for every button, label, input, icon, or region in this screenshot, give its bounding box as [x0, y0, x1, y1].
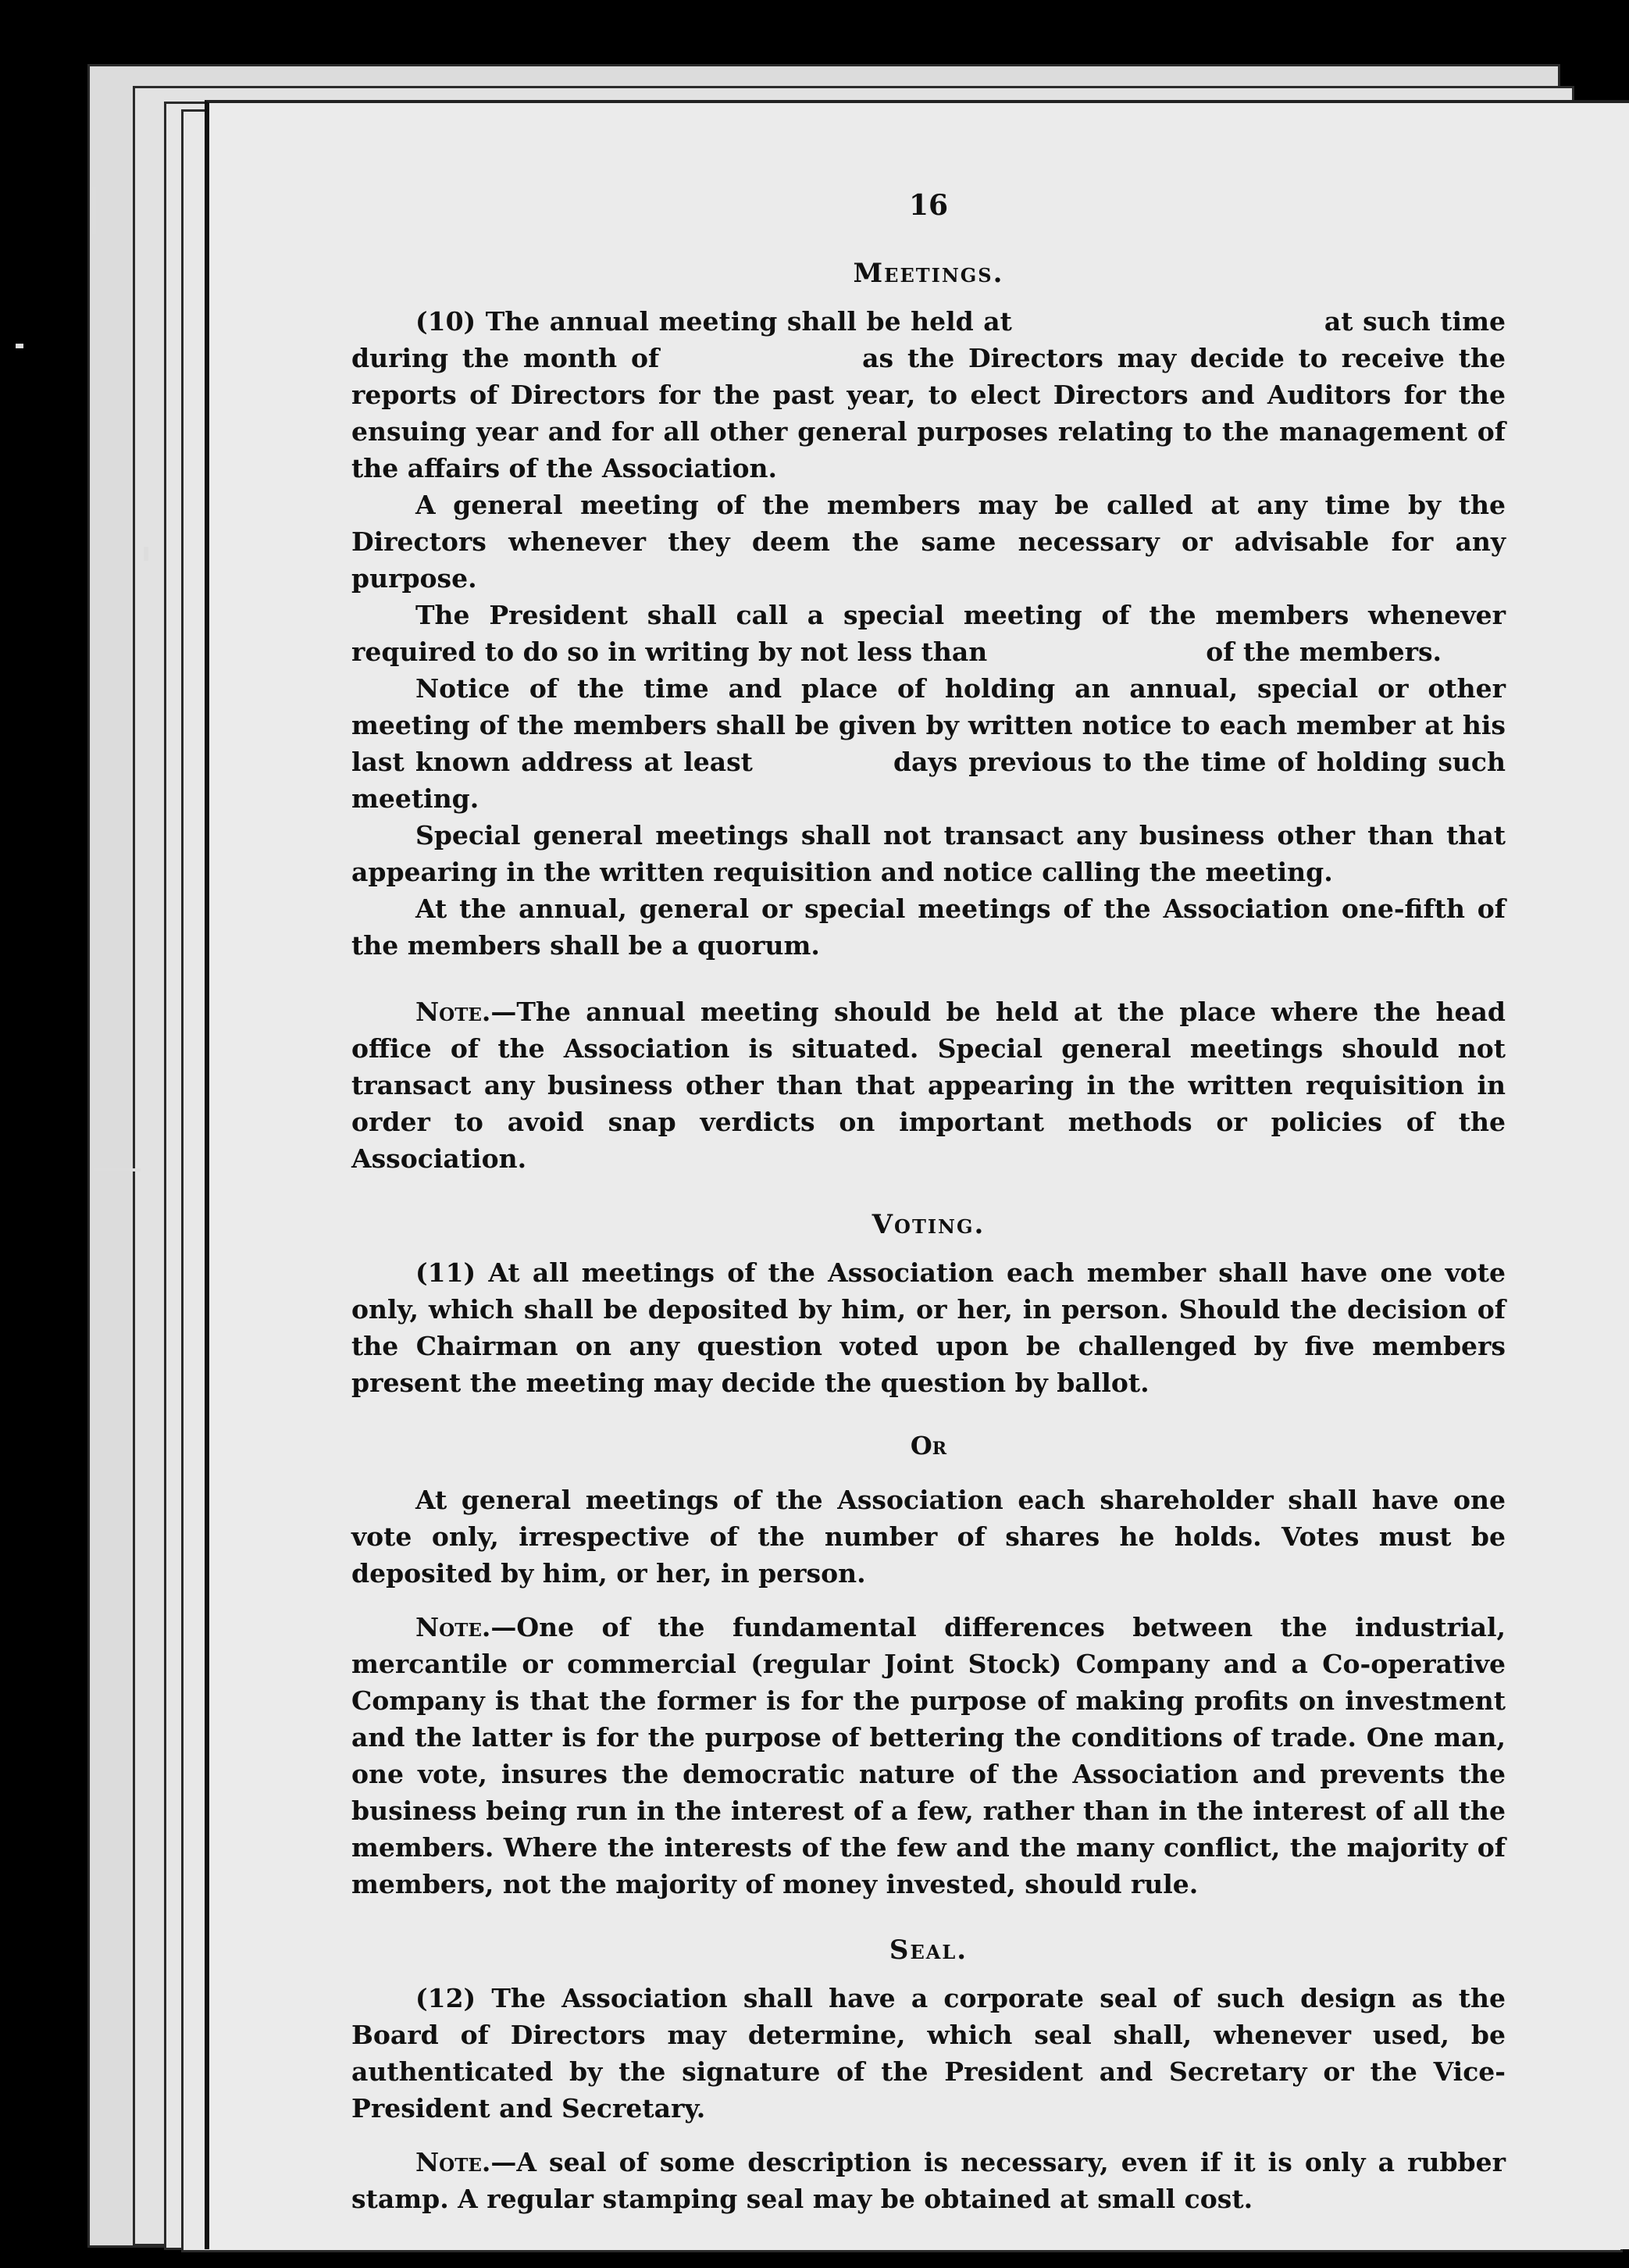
meetings-note: Note.—The annual meeting should be held at the place where the head office of the Association is situated. Special general meetings should not transact any business other than that appearing in the written requisition in order to avoid snap verdicts on important methods or policies of the Association.	[351, 997, 1506, 1174]
section-heading-voting: Voting.	[872, 1209, 986, 1240]
meetings-paragraph-quorum: At the annual, general or special meetings of the Association one-fifth of the members shall be a quorum.	[351, 893, 1506, 961]
voting-paragraph-shareholders: At general meetings of the Association each shareholder shall have one vote only, irrespective of the number of shares he holds. Votes must be deposited by him, or her, in person.	[351, 1485, 1506, 1589]
voting-paragraph-members: (11) At all meetings of the Association each member shall have one vote only, which shall be deposited by him, or her, in person. Should the decision of the Chairman on any question voted upon be challenged by five members present the meeting may decide the question by ballot.	[351, 1257, 1506, 1398]
seal-note: Note.—A seal of some description is necessary, even if it is only a rubber stamp. A regular stamping seal may be obtained at small cost.	[351, 2147, 1506, 2214]
scan-mark	[92, 187, 96, 234]
page-body	[351, 187, 1506, 2217]
page-number: 16	[908, 189, 949, 222]
section-heading-seal: Seal.	[889, 1935, 968, 1966]
voting-or-divider: Or	[910, 1431, 947, 1460]
scan-mark	[16, 344, 23, 348]
voting-note: Note.—One of the fundamental differences between the industrial, mercantile or commercial (regular Joint Stock) Company and a Co-operative Company is that the former is for the purpose of making profits on investment and the latter is for the purpose of bettering the conditions of trade. One man, one vote, insures the democratic nature of the Association and prevents the business being run in the interest of a few, rather than in the interest of all the members. Where the interests of the few and the many conflict, the majority of members, not the majority of money invested, should rule.	[351, 1612, 1506, 1899]
meetings-paragraph-business: Special general meetings shall not transact any business other than that appearing in the written requisition and notice calling the meeting.	[351, 820, 1506, 887]
meetings-paragraph-special: The President shall call a special meeting of the members whenever required to do so in writing by not less than of the members.	[351, 600, 1506, 667]
meetings-paragraph-annual: (10) The annual meeting shall be held at at such time during the month of as the Directors may decide to receive the reports of Directors for the past year, to elect Directors and Auditors for the ensuing year and for all other general purposes relating to the management of the affairs of the Association.	[351, 306, 1506, 483]
scan-mark	[94, 1168, 141, 1171]
meetings-paragraph-notice: Notice of the time and place of holding an annual, special or other meeting of the members shall be given by written notice to each member at his last known address at least days previous to the time of holding such meeting.	[351, 673, 1506, 814]
section-heading-meetings: Meetings.	[853, 258, 1004, 289]
seal-paragraph: (12) The Association shall have a corporate seal of such design as the Board of Directors may determine, which seal shall, whenever used, be authenticated by the signature of the President and Secretary or the Vice-President and Secretary.	[351, 1983, 1506, 2124]
meetings-paragraph-general: A general meeting of the members may be called at any time by the Directors whenever they deem the same necessary or advisable for any purpose.	[351, 490, 1506, 594]
scan-mark	[144, 547, 148, 561]
